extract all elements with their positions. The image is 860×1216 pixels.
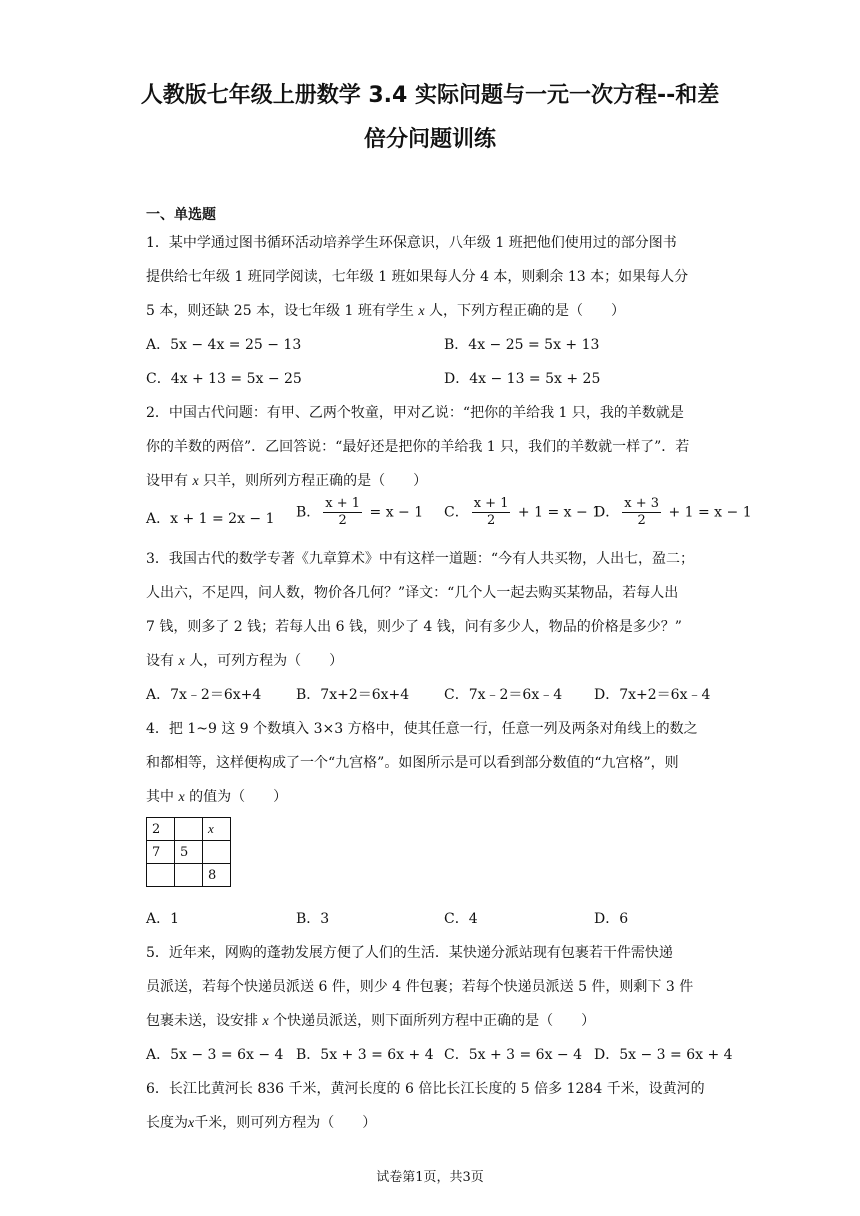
q2-option-b: B． $\frac{x + 1}{2}$ = x − 1	[296, 496, 424, 528]
q6-text-line-2: 长度为x千米，则可列方程为（ ）	[146, 1115, 377, 1131]
q5-text-line-1: 5．近年来，网购的蓬勃发展方便了人们的生活．某快递分派站现有包裹若干件需快递	[146, 945, 673, 961]
q1-option-d: D．4x − 13 = 5x + 25	[444, 371, 601, 387]
q5-option-b: B．5x + 3 = 6x + 4	[296, 1047, 434, 1063]
q2-option-d: D． $\frac{x + 3}{2}$ + 1 = x − 1	[594, 496, 752, 528]
q4-text-line-1: 4．把 1~9 这 9 个数填入 3×3 方格中，使其任意一行，任意一列及两条对角线上的数之	[146, 721, 698, 737]
q4-option-b: B．3	[296, 911, 330, 927]
q1-text-line-1: 1．某中学通过图书循环活动培养学生环保意识，八年级 1 班把他们使用过的部分图书	[146, 235, 677, 251]
q4-text-line-3: 其中 x 的值为（ ）	[146, 789, 288, 805]
q2-option-c-fraction: $\frac{x + 1}{2}$	[473, 496, 509, 528]
q3-text-line-2: 人出六，不足四，问人数，物价各几何？”译文：“几个人一起去购买某物品，若每人出	[146, 585, 679, 601]
q1-text-line-3: 5 本，则还缺 25 本，设七年级 1 班有学生 x 人，下列方程正确的是（ ）	[146, 303, 626, 319]
grid-cell: 7	[147, 841, 175, 864]
q6-text-line-1: 6．长江比黄河长 836 千米，黄河长度的 6 倍比长江长度的 5 倍多 1284 千米，设黄河的	[146, 1081, 705, 1097]
q3-option-c: C．7x﹣2＝6x﹣4	[444, 687, 563, 703]
q2-option-d-fraction: $\frac{x + 3}{2}$	[624, 496, 659, 528]
q2-option-c: C． $\frac{x + 1}{2}$ + 1 = x − 1	[444, 496, 602, 528]
q5-option-c: C．5x + 3 = 6x − 4	[444, 1047, 583, 1063]
q3-option-b: B．7x+2＝6x+4	[296, 687, 410, 703]
q1-option-b: B．4x − 25 = 5x + 13	[444, 337, 600, 353]
q2-option-a: A．x + 1 = 2x − 1	[146, 511, 275, 527]
grid-cell	[147, 864, 175, 887]
grid-cell	[175, 818, 203, 841]
q4-option-c: C．4	[444, 911, 478, 927]
q5-text-line-2: 员派送，若每个快递员派送 6 件，则少 4 件包裹；若每个快递员派送 5 件，则剩下 3 件	[146, 979, 694, 995]
q1-option-a: A．5x − 4x = 25 − 13	[146, 337, 302, 353]
page-title-line-1: 人教版七年级上册数学 3.4 实际问题与一元一次方程--和差	[140, 83, 720, 108]
q2-text-line-2: 你的羊数的两倍”．乙回答说：“最好还是把你的羊给我 1 只，我们的羊数就一样了”．若	[146, 439, 690, 455]
magic-square-grid	[146, 817, 231, 887]
q3-text-line-4: 设有 x 人，可列方程为（ ）	[146, 653, 344, 669]
q3-option-a: A．7x﹣2＝6x+4	[146, 687, 262, 703]
q4-option-d: D．6	[594, 911, 629, 927]
q5-option-a: A．5x − 3 = 6x − 4	[146, 1047, 284, 1063]
q3-text-line-1: 3．我国古代的数学专著《九章算术》中有这样一道题：“今有人共买物，人出七，盈二；	[146, 551, 695, 567]
q5-text-line-3: 包裹未送，设安排 x 个快递员派送，则下面所列方程中正确的是（ ）	[146, 1013, 596, 1029]
section-heading: 一、单选题	[146, 207, 216, 223]
q3-option-d: D．7x+2＝6x﹣4	[594, 687, 711, 703]
grid-cell: 5	[175, 841, 203, 864]
page-footer: 试卷第1页，共3页	[376, 1170, 484, 1185]
q3-text-line-3: 7 钱，则多了 2 钱；若每人出 6 钱，则少了 4 钱，问有多少人，物品的价格是多少？”	[146, 619, 682, 635]
q5-option-d: D．5x − 3 = 6x + 4	[594, 1047, 733, 1063]
grid-row	[147, 818, 231, 841]
q2-option-b-fraction: $\frac{x + 1}{2}$	[325, 496, 361, 528]
q1-text-line-2: 提供给七年级 1 班同学阅读，七年级 1 班如果每人分 4 本，则剩余 13 本；如果每人分	[146, 269, 689, 285]
q2-text-line-1: 2．中国古代问题：有甲、乙两个牧童，甲对乙说：“把你的羊给我 1 只，我的羊数就是	[146, 405, 684, 421]
q2-text-line-3: 设甲有 x 只羊，则所列方程正确的是（ ）	[146, 473, 428, 489]
grid-cell	[175, 864, 203, 887]
grid-cell: x	[203, 818, 231, 841]
grid-cell: 2	[147, 818, 175, 841]
q1-option-c: C．4x + 13 = 5x − 25	[146, 371, 302, 387]
q4-option-a: A．1	[146, 911, 180, 927]
page-title-line-2: 倍分问题训练	[363, 127, 496, 152]
grid-cell	[203, 841, 231, 864]
grid-row	[147, 841, 231, 864]
q4-text-line-2: 和都相等，这样便构成了一个“九宫格”。如图所示是可以看到部分数值的“九宫格”，则	[146, 755, 679, 771]
grid-row	[147, 864, 231, 887]
grid-cell: 8	[203, 864, 231, 887]
